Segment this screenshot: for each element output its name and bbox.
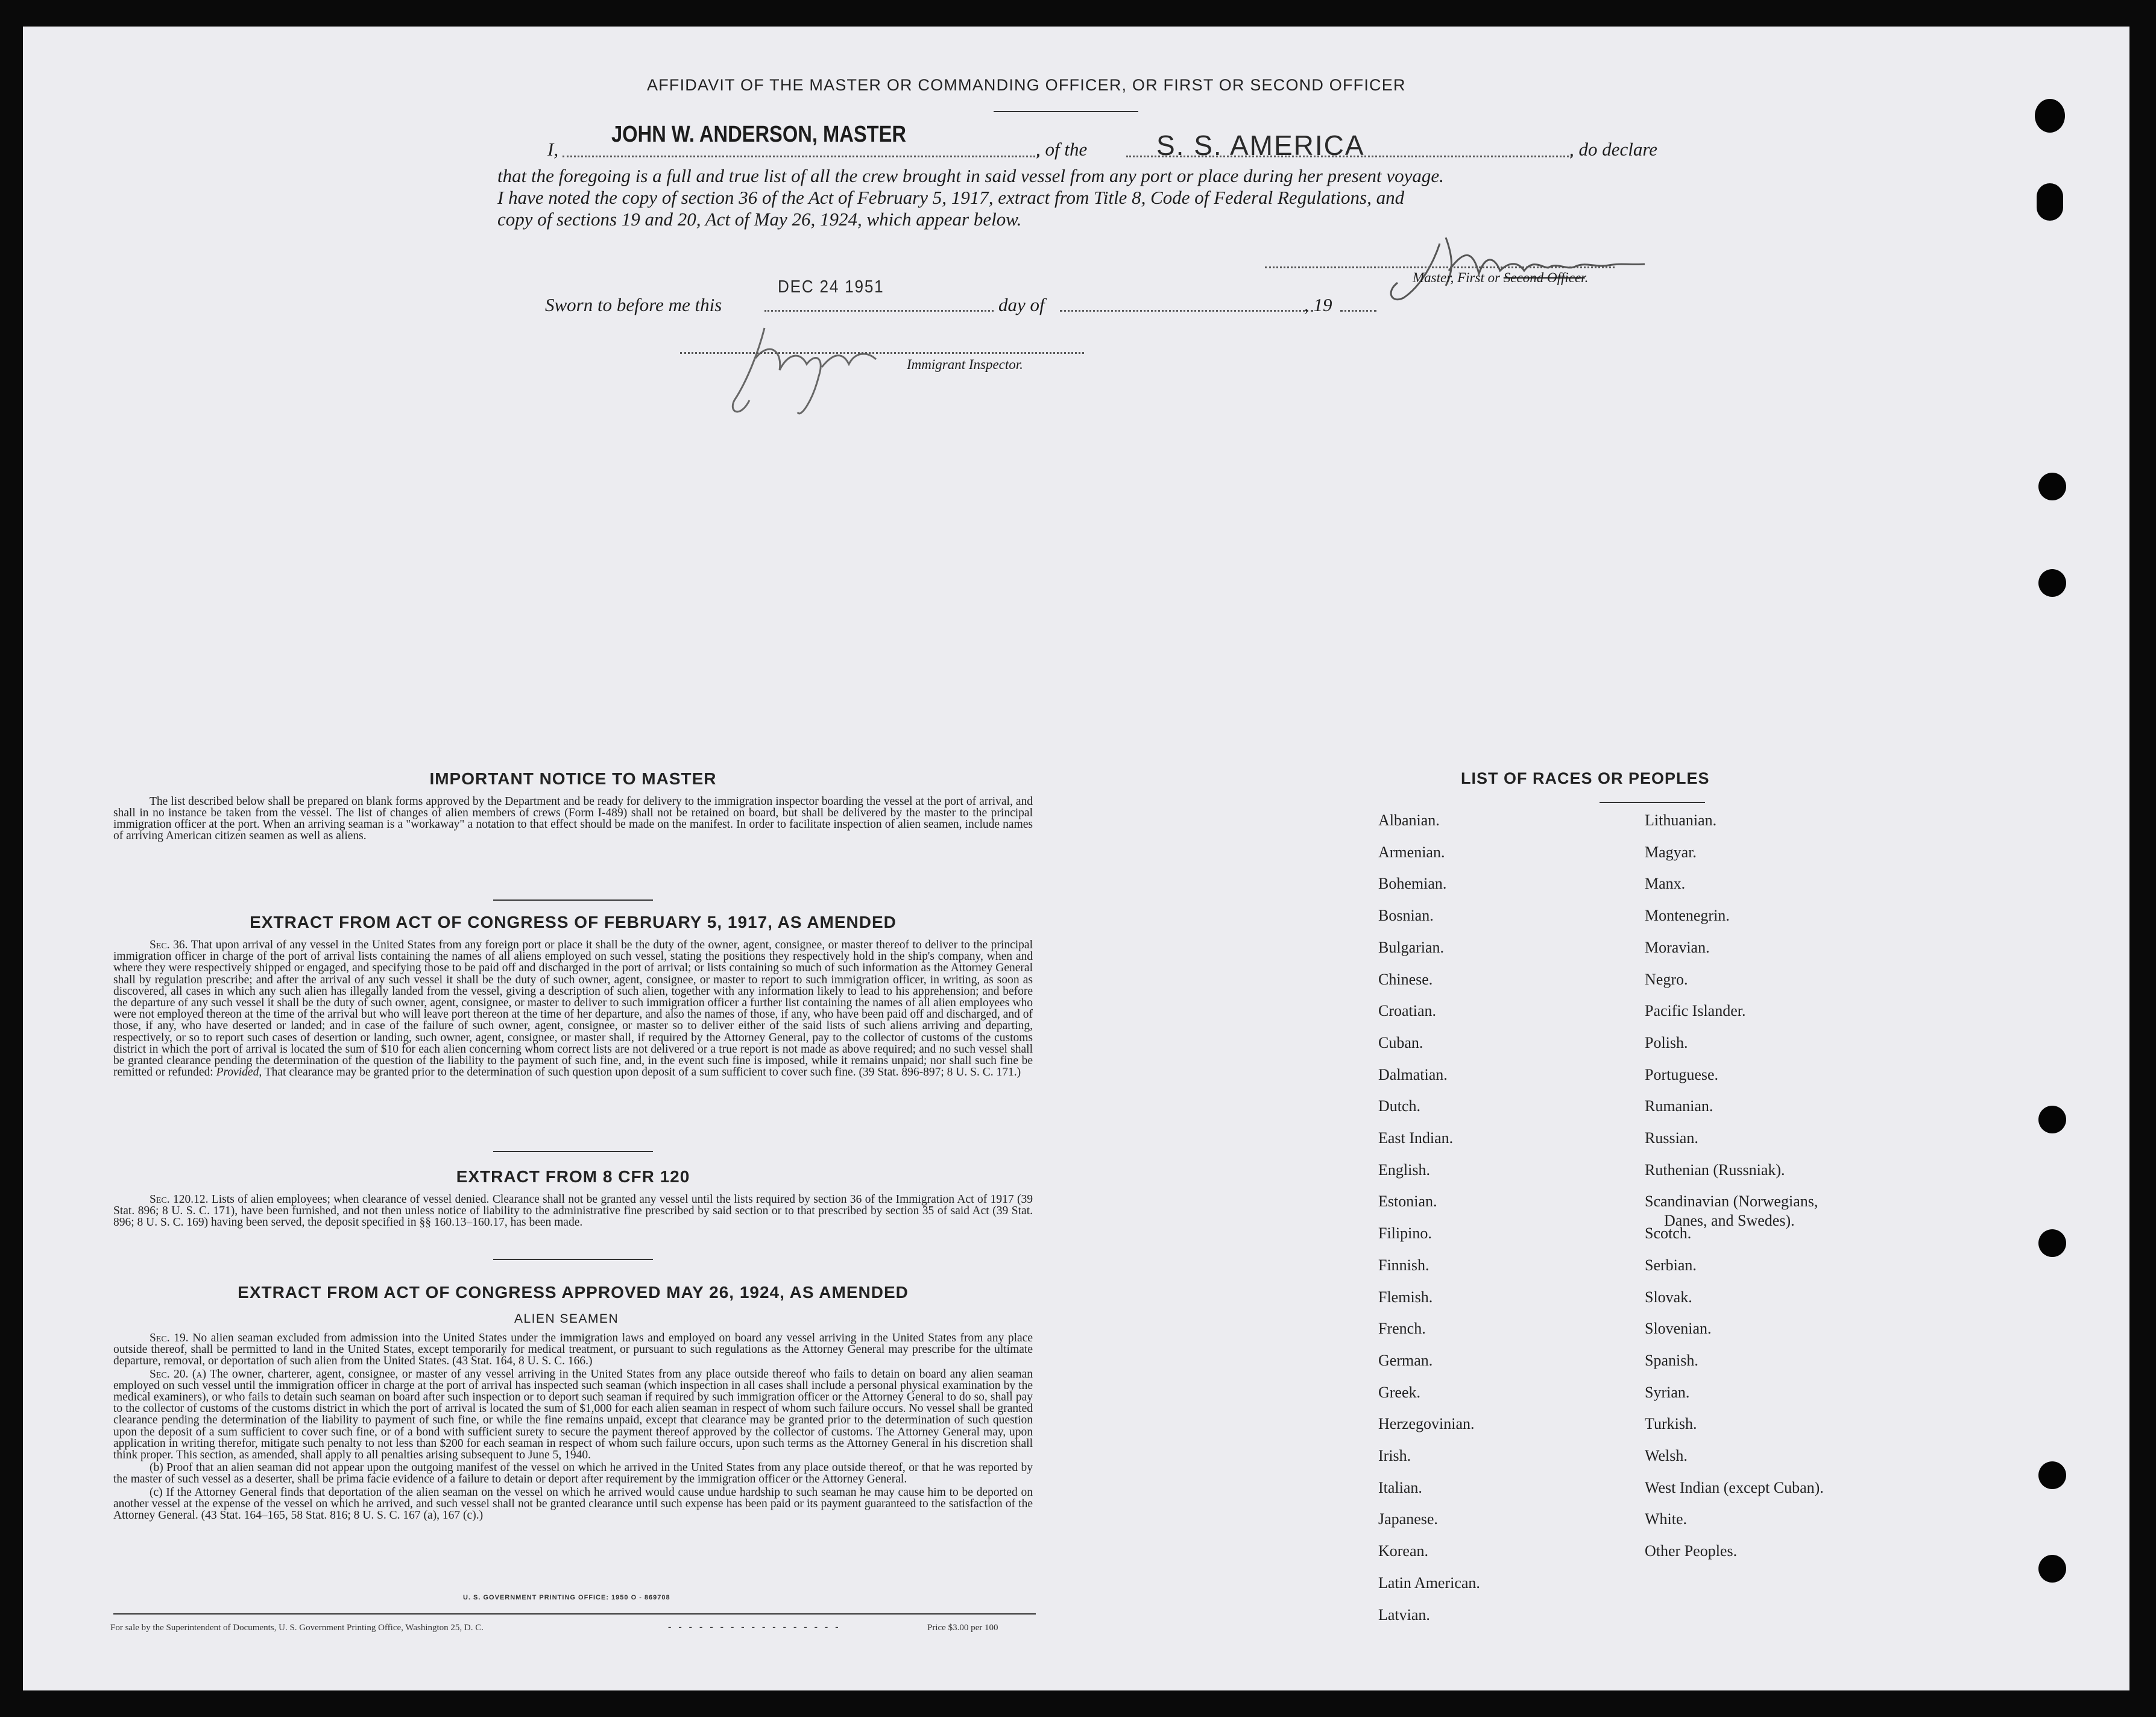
race-item: Latin American. [1378,1574,1480,1592]
race-item: Slovenian. [1645,1320,1712,1338]
race-item: Rumanian. [1645,1097,1713,1115]
footer-rule [113,1613,1036,1615]
race-item: Estonian. [1378,1192,1437,1211]
sale-notice: For sale by the Superintendent of Documents, U. S. Government Printing Office, Washington 25, D. C. [110,1623,484,1633]
declarant-name: JOHN W. ANDERSON, MASTER [611,122,907,147]
race-item: Other Peoples. [1645,1542,1738,1560]
divider-3 [493,1259,653,1260]
race-item: Pacific Islander. [1645,1002,1746,1020]
signer-caption-master: Master, First or [1413,270,1504,285]
race-item: Dutch. [1378,1097,1421,1115]
affidavit-body-line2: I have noted the copy of section 36 of the Act of February 5, 1917, extract from Title 8, Code of Federal Regulations, and [497,187,1405,208]
race-item: Slovak. [1645,1288,1692,1306]
signer-caption-end: . [1584,270,1589,285]
of-the-label: , of the [1036,139,1088,160]
race-item: East Indian. [1378,1129,1454,1147]
affidavit-title: AFFIDAVIT OF THE MASTER OR COMMANDING OFFICER, OR FIRST OR SECOND OFFICER [647,76,1406,94]
race-item: Moravian. [1645,938,1710,956]
divider-1 [493,899,653,901]
signer-caption [1413,270,1588,286]
race-item: Filipino. [1378,1224,1432,1243]
title-rule [994,111,1138,112]
extract-1917-text [113,939,1033,1079]
sworn-date-line [764,310,994,312]
divider-2 [493,1151,653,1152]
notice-text [113,796,1033,843]
sec-19-text: No alien seaman excluded from admission into the United States under the immigration laws and employed on board any vessel arriving in the United States from any place outside thereof, shall be permitted to land in the United States, except temporarily for medical treatment, or pursuant to such regulations as the Attorney General may prescribe for the ultimate departure, removal, or deportation of such alien from the United States. (43 Stat. 164, 8 U. S. C. 166.) [113,1332,1033,1368]
race-item: Albanian. [1378,811,1440,829]
affidavit-body-line3: copy of sections 19 and 20, Act of May 26, 1924, which appear below. [497,209,1022,230]
race-item: Scotch. [1645,1224,1692,1243]
race-item: Polish. [1645,1033,1688,1051]
proviso-word: Provided, [216,1066,262,1079]
race-item: Welsh. [1645,1447,1688,1464]
inspector-caption: Immigrant Inspector. [907,357,1023,372]
sworn-date-stamp: DEC 24 1951 [778,277,884,297]
sec-20-text: The owner, charterer, agent, consignee, or master of any vessel arriving in the United States from any place outside thereof who fails to detain on board any alien seaman employed on such vessel until the immigration officer in charge at the port of arrival has inspected such seaman (which inspection in all cases shall include a personal physical examination by the medical examiners), or who fails to detain such seaman on board after such inspection or to deport such seaman if required by such immigration officer or the Attorney General to do so, shall pay to the collector of customs of the customs district in which the port of arrival is located the sum of $1,000 for each alien seaman in respect of whom such failure occurs. No vessel shall be granted clearance pending the determination of the liability to payment of such fine, or while the fine remains unpaid, except that clearance may be granted prior to the determination of such question upon the deposit of a sum sufficient to cover such fine, or of a bond with sufficient surety to secure the payment thereof approved by the collector of customs. The Attorney General may, upon application in writing therefor, mitigate such penalty to not less than $200 for each seaman in respect of whom such failure occurs, upon such terms as the Attorney General in his discretion shall think proper. This section, as amended, shall apply to all penalties arising subsequent to June 5, 1940. [113,1367,1033,1462]
sec-19-label: Sec. 19. [150,1332,189,1344]
binder-hole-1 [2035,99,2065,133]
race-item: Bosnian. [1378,907,1434,925]
month-line [1060,310,1313,312]
extract-cfr-text [113,1194,1033,1230]
proviso-text: That clearance may be granted prior to the determination of such question upon deposit of a sum sufficient to cover such fine. (39 Stat. 896-897; 8 U. S. C. 171.) [264,1066,1021,1079]
binder-hole-4 [2038,569,2066,597]
race-item: Dalmatian. [1378,1065,1448,1083]
sec-20-b: (b) Proof that an alien seaman did not appear upon the outgoing manifest of the vessel on which he arrived in the United States from any place outside thereof, or that he was reported by the master of such vessel as a deserter, shall be prima facie evidence of a failure to detain or deport after requirement by the immigration officer or the Attorney General. [113,1461,1033,1486]
race-item: Serbian. [1645,1256,1697,1274]
binder-hole-2 [2037,183,2063,221]
race-item: Portuguese. [1645,1065,1719,1083]
race-item: Lithuanian. [1645,811,1717,829]
notice-paragraph: The list described below shall be prepared on blank forms approved by the Department and be ready for delivery to the immigration inspector boarding the vessel at the port of arrival, and shall in no instance be taken from the vessel. The list of changes of alien members of crews (Form I-489) shall not be retained on board, but shall be delivered by the master to the principal immigration officer at the port. When an arriving seaman is a "workaway" a notation to that effect should be made on the manifest. In order to facilitate inspection of alien seamen, include names of arriving American citizen seamen as well as aliens. [113,795,1033,842]
footer-dashes: - - - - - - - - - - - - - - - - - [668,1622,841,1632]
inspector-line [680,352,1084,354]
declarant-line [563,156,1039,157]
race-item: German. [1378,1351,1433,1369]
race-item: Danes, and Swedes). [1664,1212,1795,1230]
extract-1924-text [113,1332,1033,1522]
sec-20-label: Sec. 20. (a) [150,1367,206,1381]
master-signature [1349,225,1663,304]
race-item: Korean. [1378,1542,1429,1560]
sworn-label: Sworn to before me this [545,294,722,315]
race-item: Italian. [1378,1478,1422,1496]
signer-caption-struck: Second Officer [1503,270,1585,285]
race-item: Montenegrin. [1645,907,1730,925]
extract-1924-heading: EXTRACT FROM ACT OF CONGRESS APPROVED MAY 26, 1924, AS AMENDED [238,1283,909,1302]
race-item: French. [1378,1320,1426,1338]
race-item: Russian. [1645,1129,1698,1147]
gpo-imprint: U. S. GOVERNMENT PRINTING OFFICE: 1950 O - 869708 [463,1594,670,1601]
race-item: Bulgarian. [1378,938,1445,956]
vessel-line [1126,156,1572,157]
race-item: Finnish. [1378,1256,1429,1274]
race-item: Japanese. [1378,1510,1438,1528]
year-line [1340,310,1376,312]
alien-seamen-subheading: ALIEN SEAMEN [514,1312,619,1326]
race-item: Flemish. [1378,1288,1433,1306]
race-item: White. [1645,1510,1688,1528]
i-label: I, [547,139,559,160]
binder-hole-3 [2038,473,2066,500]
day-of-label: day of [998,294,1045,315]
year-label: , 19 [1304,294,1332,315]
sec-36-text: That upon arrival of any vessel in the United States from any foreign port or place it shall be the duty of the owner, agent, consignee, or master thereof to deliver to the principal immigration officer in charge of the port of arrival lists containing the names of all aliens employed on such vessel, stating the positions they respectively hold in the ship's company, when and where they were respectively shipped or engaged, and specifying those to be paid off and discharged in the port of arrival; or lists containing so much of such information as the Attorney General shall by regulation prescribe; and after the arrival of any such vessel it shall be the duty of such owner, agent, consignee, or master to report to such immigration officer, in writing, as soon as discovered, all cases in which any such alien has illegally landed from the vessel, giving a description of such alien, together with any information likely to lead to his apprehension; and before the departure of any such vessel it shall be the duty of such owner, agent, consignee, or master to deliver to such immigration officer a further list containing the names of all alien employees who were not employed thereon at the time of the arrival but who will leave port thereon at the time of her departure, and also the names of those, if any, who have been paid off and discharged, and of those, if any, who have deserted or landed; and in case of the failure of such owner, agent, consignee, or master so to deliver either of the said lists of such aliens arriving and departing, respectively, or so to report such cases of desertion or landing, such owner, agent, consignee, or master shall, if required by the Attorney General, pay to the collector of customs of the customs district in which the port of arrival is located the sum of $10 for each alien concerning whom correct lists are not delivered or a true report is not made as above required; and no such vessel shall be granted clearance pending the determination of the question of the liability to the payment of such fine, and, in the event such fine is imposed, while it remains unpaid; nor shall such fine be remitted or refunded: [113,939,1033,1079]
vessel-name: S. S. AMERICA [1156,130,1365,161]
race-item: Negro. [1645,970,1688,988]
extract-cfr-heading: EXTRACT FROM 8 CFR 120 [456,1167,690,1186]
extract-1917-heading: EXTRACT FROM ACT OF CONGRESS OF FEBRUARY 5, 1917, AS AMENDED [250,913,897,931]
sec-20-c: (c) If the Attorney General finds that deportation of the alien seaman on the vessel on which he arrived would cause undue hardship to such seaman he may cause him to be deported on another vessel at the expense of the vessel on which he arrived, and such vessel shall not be granted clearance until such expense has been paid or its payment guaranteed to the satisfaction of the Attorney General. (43 Stat. 164–165, 58 Stat. 816; 8 U. S. C. 167 (a), 167 (c).) [113,1485,1033,1522]
race-item: Cuban. [1378,1033,1423,1051]
notice-heading: IMPORTANT NOTICE TO MASTER [429,769,717,788]
sec-120-label: Sec. 120.12. [150,1193,209,1206]
sec-120-text: Lists of alien employees; when clearance of vessel denied. Clearance shall not be granted any vessel until the lists required by section 36 of the Immigration Act of 1917 (39 Stat. 896; 8 U. S. C. 171), have been furnished, and not then unless notice of liability to the administrative fine prescribed by said section or to that prescribed by section 35 of said Act (39 Stat. 896; 8 U. S. C. 169) having been served, the deposit specified in §§ 160.13–160.17, has been made. [113,1193,1033,1229]
inspector-signature [722,316,915,424]
race-item: Croatian. [1378,1002,1437,1020]
binder-hole-6 [2038,1229,2066,1257]
document-page [23,27,2129,1690]
race-item: Spanish. [1645,1351,1698,1369]
race-item: Greek. [1378,1383,1421,1401]
race-item: Irish. [1378,1447,1411,1464]
binder-hole-8 [2038,1555,2066,1583]
sec-36-label: Sec. 36. [150,939,188,951]
race-item: West Indian (except Cuban). [1645,1478,1824,1496]
race-item: Chinese. [1378,970,1433,988]
race-item: Ruthenian (Russniak). [1645,1161,1785,1179]
race-item: Manx. [1645,875,1686,893]
affidavit-body-line1: that the foregoing is a full and true list of all the crew brought in said vessel from any port or place during her present voyage. [497,165,1444,186]
price-notice: Price $3.00 per 100 [927,1623,998,1633]
race-item: Magyar. [1645,843,1697,861]
race-item: Bohemian. [1378,875,1447,893]
races-heading: LIST OF RACES OR PEOPLES [1461,769,1710,787]
do-declare-label: , do declare [1569,139,1658,160]
binder-hole-7 [2038,1461,2066,1489]
race-item: Scandinavian (Norwegians, [1645,1192,1818,1211]
race-item: Latvian. [1378,1605,1430,1624]
race-item: Armenian. [1378,843,1445,861]
signature-line [1265,266,1615,268]
race-item: English. [1378,1161,1430,1179]
races-heading-rule [1600,802,1705,803]
race-item: Turkish. [1645,1415,1697,1433]
binder-hole-5 [2038,1106,2066,1133]
race-item: Herzegovinian. [1378,1415,1475,1433]
race-item: Syrian. [1645,1383,1690,1401]
